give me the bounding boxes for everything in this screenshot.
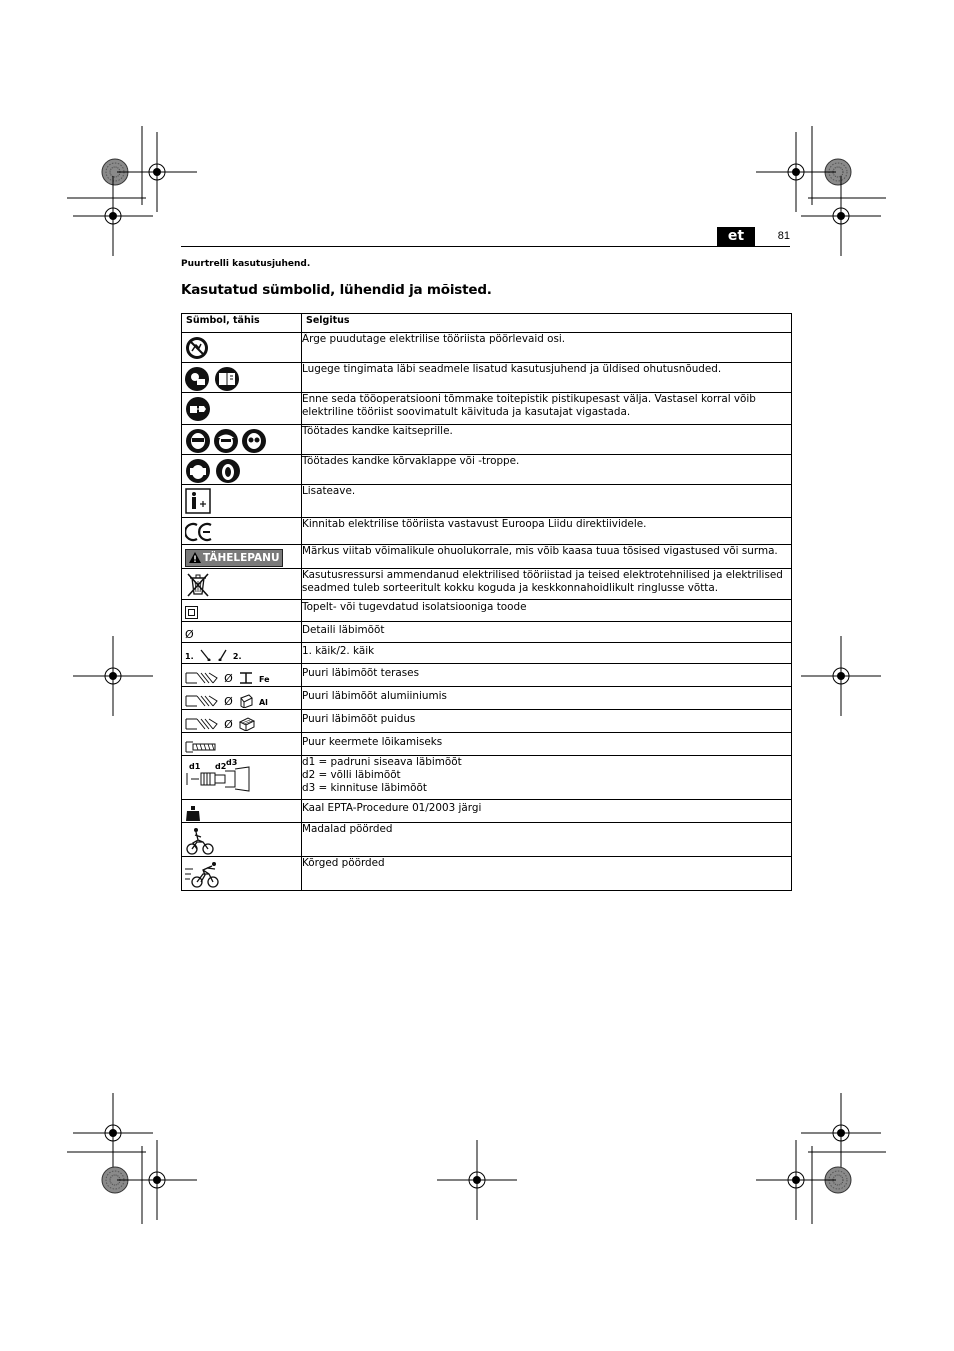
row-description: Kõrged pöörded — [302, 857, 792, 891]
gear-1-icon — [199, 649, 213, 661]
warning-triangle-icon — [189, 552, 201, 563]
table-row — [182, 363, 792, 393]
row-description: Kasutusressursi ammendanud elektrilised tööriistad ja teised elektrotehnilised ja elektrilised seadmed tuleb sorteeritult kokku koguda ja keskkonnahoidlikult ringlusse võtta. — [302, 569, 792, 600]
table-row — [182, 857, 792, 891]
gear-1-label: 1. — [185, 652, 194, 661]
row-description: Enne seda tööoperatsiooni tõmmake toitepistik pistikupesast välja. Vastasel korral võib elektriline tööriist soovimatult käivituda ja kasutajat vigastada. — [302, 393, 792, 425]
row-description: Kaal EPTA-Procedure 01/2003 järgi — [302, 800, 792, 823]
table-row — [182, 710, 792, 733]
ear-protection-icons — [185, 458, 241, 484]
double-insulation-icon — [185, 606, 199, 619]
table-row — [182, 800, 792, 823]
no-touch-rotating-icon — [185, 336, 209, 360]
table-row — [182, 687, 792, 710]
drill-bit-icon — [185, 671, 219, 685]
row-description: Töötades kandke kaitseprille. — [302, 425, 792, 455]
page-number: 81 — [777, 230, 790, 242]
table-header-row — [182, 314, 792, 333]
table-row — [182, 664, 792, 687]
row-description: Puuri läbimõõt alumiiniumis — [302, 687, 792, 710]
info-icon — [185, 488, 211, 514]
registration-crosshair — [73, 636, 153, 716]
registration-crosshair — [73, 176, 153, 256]
registration-crosshair — [73, 1093, 153, 1173]
language-badge: et — [717, 227, 755, 246]
row-description: Puuri läbimõõt terases — [302, 664, 792, 687]
diameter-symbol: Ø — [224, 718, 233, 731]
row-description: Ärge puudutage elektrilise tööriista pöörlevaid osi. — [302, 333, 792, 363]
table-row — [182, 425, 792, 455]
weight-icon — [185, 805, 201, 822]
warning-badge-label: TÄHELEPANU — [203, 551, 280, 564]
row-description: Kinnitab elektrilise tööriista vastavust Euroopa Liidu direktiividele. — [302, 518, 792, 545]
registration-crosshair — [437, 1140, 517, 1220]
warning-badge — [185, 549, 283, 567]
row-description: Detaili läbimõõt — [302, 622, 792, 643]
diameter-symbol: Ø — [224, 672, 233, 685]
drill-bit-icon — [185, 694, 219, 708]
table-row — [182, 545, 792, 569]
row-description: Puuri läbimõõt puidus — [302, 710, 792, 733]
unplug-icon — [185, 396, 211, 422]
row-description-line: d2 = võlli läbimõõt — [302, 769, 401, 781]
slow-cyclist-icon — [185, 826, 215, 856]
material-label: Al — [258, 698, 268, 707]
registration-crosshair — [801, 176, 881, 256]
table-row — [182, 569, 792, 600]
registration-crosshair — [801, 636, 881, 716]
d2-label: d2 — [215, 762, 227, 771]
row-description: Puur keermete lõikamiseks — [302, 733, 792, 756]
table-row — [182, 600, 792, 622]
gear-2-icon — [218, 649, 228, 661]
registration-crosshair — [801, 1093, 881, 1173]
row-description: Topelt- või tugevdatud isolatsiooniga toode — [302, 600, 792, 622]
row-description: Lisateave. — [302, 485, 792, 518]
table-row — [182, 756, 792, 800]
row-description: 1. käik/2. käik — [302, 643, 792, 664]
eye-protection-icons — [185, 428, 267, 454]
steel-beam-icon — [238, 671, 254, 685]
table-row — [182, 518, 792, 545]
document-subtitle: Puurtrelli kasutusjuhend. — [181, 259, 311, 269]
table-row — [182, 485, 792, 518]
column-header-symbol: Sümbol, tähis — [182, 314, 302, 333]
wood-block-icon — [238, 717, 256, 731]
registration-crosshair — [756, 132, 836, 212]
read-manual-icons — [185, 366, 239, 392]
table-row — [182, 823, 792, 857]
column-header-description: Selgitus — [302, 314, 792, 333]
table-row — [182, 733, 792, 756]
tap-icon — [185, 740, 219, 754]
aluminium-block-icon — [238, 694, 254, 708]
d1-label: d1 — [189, 762, 201, 771]
row-description — [302, 756, 792, 800]
table-row — [182, 622, 792, 643]
table-row — [182, 455, 792, 485]
row-description: Madalad pöörded — [302, 823, 792, 857]
row-description-line: d1 = padruni siseava läbimõõt — [302, 756, 462, 768]
diameter-symbol: Ø — [185, 628, 194, 641]
symbols-table — [181, 313, 792, 891]
registration-crosshair — [117, 132, 197, 212]
chuck-dimensions-icon — [185, 759, 253, 793]
d3-label: d3 — [226, 759, 238, 767]
row-description: Märkus viitab võimalikule ohuolukorrale, mis võib kaasa tuua tõsised vigastused või surma. — [302, 545, 792, 569]
table-row — [182, 643, 792, 664]
weee-bin-icon — [185, 572, 211, 598]
header-divider — [181, 246, 790, 247]
diameter-symbol: Ø — [224, 695, 233, 708]
table-row — [182, 333, 792, 363]
drill-bit-icon — [185, 717, 219, 731]
row-description-line: d3 = kinnituse läbimõõt — [302, 782, 427, 794]
section-title: Kasutatud sümbolid, lühendid ja mõisted. — [181, 282, 492, 298]
ce-mark — [185, 522, 215, 542]
fast-cyclist-icon — [185, 860, 221, 890]
row-description: Töötades kandke kõrvaklappe või -troppe. — [302, 455, 792, 485]
gear-2-label: 2. — [232, 652, 242, 661]
table-row — [182, 393, 792, 425]
row-description: Lugege tingimata läbi seadmele lisatud kasutusjuhend ja üldised ohutusnõuded. — [302, 363, 792, 393]
material-label: Fe — [258, 675, 270, 684]
